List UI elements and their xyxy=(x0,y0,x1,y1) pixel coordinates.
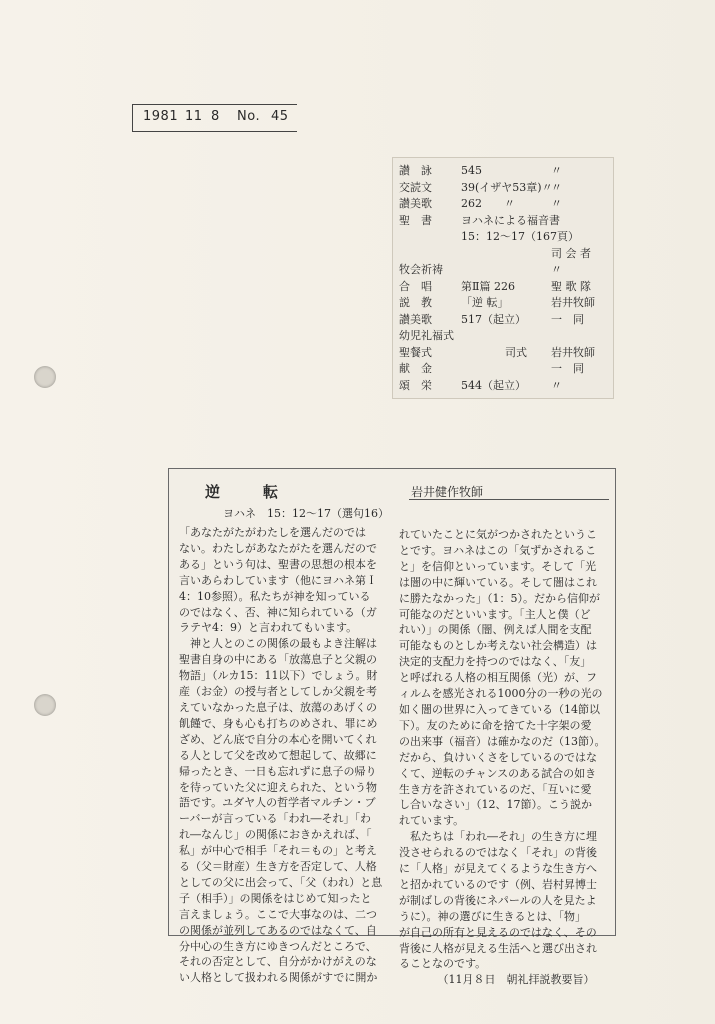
order-item: 司式 xyxy=(461,345,527,359)
order-label: 牧会祈祷 xyxy=(399,263,443,276)
order-label: 献 金 xyxy=(399,362,432,375)
article-line: 飢饉で、身も心も打ちのめされ、罪にめ xyxy=(179,716,378,730)
order-item: ヨハネによる福音書 xyxy=(461,213,560,227)
article-line: る（父＝財産）生き方を否定して、人格 xyxy=(179,860,377,874)
order-label: 幼児礼福式 xyxy=(399,329,454,342)
order-person: 〃 xyxy=(551,197,562,210)
article-line: 決定的支配力を持つのではなく、「友」 xyxy=(399,655,592,669)
article-line: の関係が並列してあるのではなくて、自 xyxy=(179,923,377,937)
article-line: 子（相手）」の関係をはじめて知ったと xyxy=(179,891,372,905)
article-line: と呼ばれる人格の相互関係（光）が、フ xyxy=(399,671,597,685)
order-item: 39(イザヤ53章)〃 xyxy=(461,180,553,194)
order-label: 交読文 xyxy=(399,180,432,194)
article-line: は闇の中に輝いている。そして闇はこれ xyxy=(399,575,597,589)
article-line: 没させられるのではなく「それ」の背後 xyxy=(399,846,597,860)
article-line: 聖書自身の中にある「放蕩息子と父親の xyxy=(179,653,377,667)
punch-hole-top xyxy=(34,366,56,388)
article-line: 産（お金）の授与者としてしか父親を考 xyxy=(179,685,377,699)
order-person: 〃 xyxy=(551,164,562,177)
order-label: 聖餐式 xyxy=(399,345,432,359)
article-line: れい）」の関係（闇、例えば人間を支配 xyxy=(399,623,592,637)
article-line: の出来事（福音）は確かなのだ（13節）。 xyxy=(399,734,606,748)
order-person: 一 同 xyxy=(551,312,584,326)
article-line: ある」という句は、聖書の思想の根本を xyxy=(179,557,377,571)
order-item: 517（起立） xyxy=(461,312,526,326)
order-item: 545 xyxy=(461,164,482,177)
header-day: 8 xyxy=(211,109,220,124)
article-line: る人として父を改めて想起して、故郷に xyxy=(179,748,377,762)
header-year: 1981 xyxy=(143,109,179,124)
order-person: 岩井牧師 xyxy=(551,345,595,359)
article-title: 逆 転 xyxy=(205,483,293,501)
article-line: し合いなさい」（12、17節）。こう説か xyxy=(399,798,592,812)
article-line: 語です。ユダヤ人の哲学者マルチン・ブ xyxy=(179,796,376,810)
order-label: 合 唱 xyxy=(399,279,432,293)
article-line: 如く闇の世界に入ってきている（14節以 xyxy=(399,702,600,716)
article-line: ざめ、どん底で自分の本心を開いてくれ xyxy=(179,732,377,746)
header-no-label: No. xyxy=(237,109,261,124)
article-line: 帰ったとき、一日も忘れずに息子の帰り xyxy=(179,764,377,778)
article-line: くて、逆転のチャンスのある試合の如き xyxy=(399,766,597,780)
article-line: い人格として扱われる関係がすでに開か xyxy=(179,971,378,985)
article-line: れ―なんじ」の関係におきかえれば、「 xyxy=(179,828,372,842)
sermon-article xyxy=(168,468,616,987)
article-line: れていたことに気がつかされたというこ xyxy=(399,528,597,541)
order-item: 262 〃 xyxy=(461,197,515,210)
article-line: （11月８日 朝礼拝説教要旨） xyxy=(399,973,595,987)
order-item: 「逆 転」 xyxy=(461,296,509,309)
article-line: 下）。友のために命を捨てた十字架の愛 xyxy=(399,718,592,732)
article-line: 物語」（ルカ15：11以下）でしょう。財 xyxy=(179,669,378,683)
bulletin-date-header xyxy=(132,104,297,132)
article-author: 岩井健作牧師 xyxy=(411,485,484,499)
article-line: 可能なのだといいます。「主人と僕（ど xyxy=(399,607,591,621)
order-label: 讃美歌 xyxy=(399,312,432,326)
article-line: えていなかった息子は、放蕩のあげくの xyxy=(179,700,377,714)
order-label: 讃美歌 xyxy=(399,197,432,210)
article-line: 私」が中心で相手「それ＝もの」と考え xyxy=(179,844,377,858)
article-line: れています。 xyxy=(399,814,465,828)
article-line: 言えましょう。ここで大事なのは、二つ xyxy=(179,907,377,921)
article-column-right xyxy=(399,527,607,988)
article-verse: ヨハネ 15：12〜17（選句16） xyxy=(223,507,389,520)
order-person: 一 同 xyxy=(551,362,584,375)
header-no-value: 45 xyxy=(271,109,289,124)
article-line: 背後に人格が見える生活へと選び出され xyxy=(399,941,597,955)
article-line: 私たちは「われ―それ」の生き方に埋 xyxy=(399,830,597,844)
order-person: 〃 xyxy=(551,180,562,194)
article-line: 4：10参照）。私たちが神を知っている xyxy=(179,589,371,603)
article-line: 「あなたがたがわたしを選んだのでは xyxy=(179,526,366,539)
article-line: ィルムを感光される1000分の一秒の光の xyxy=(399,687,603,701)
article-line: とです。ヨハネはこの「気ずかされるこ xyxy=(399,543,597,557)
article-line: 可能なものとしか考えない社会構造）は xyxy=(399,639,597,653)
article-line: ることなのです。 xyxy=(399,957,487,971)
punch-hole-bottom xyxy=(34,694,56,716)
article-line: としての父に出会って、「父（われ）と息 xyxy=(179,875,383,889)
article-line: 生き方を許されているのだ、「互いに愛 xyxy=(399,782,592,796)
order-person: 岩井牧師 xyxy=(551,296,595,309)
order-person: 〃 xyxy=(551,263,562,276)
article-line: うに）。神の選びに生きるとは、「物」 xyxy=(399,909,586,923)
article-line: に「人格」が見えてくるような生き方へ xyxy=(399,862,597,876)
header-month: 11 xyxy=(185,109,203,124)
article-column-left xyxy=(179,525,387,986)
article-line: だから、負けいくさをしているのではな xyxy=(399,750,597,764)
article-line: のではなく、否、神に知られている（ガ xyxy=(179,605,377,619)
article-line: それの否定として、自分がかけがえのな xyxy=(179,955,377,969)
order-item: 544（起立） xyxy=(461,378,526,392)
article-line: と招かれているのです（例、岩村昇博士 xyxy=(399,877,597,891)
order-item: 15：12〜17（167頁） xyxy=(461,230,579,243)
article-line: が制ばしの背後にネパールの人を見たよ xyxy=(399,893,597,907)
article-line: と」を信仰といっています。そして「光 xyxy=(399,559,597,573)
article-line: ーバーが言っている「われ―それ」「わ xyxy=(179,812,371,826)
author-underline xyxy=(409,499,609,500)
order-person: 司 会 者 xyxy=(551,246,591,260)
order-label: 頌 栄 xyxy=(399,378,432,392)
article-line: 神と人とのこの関係の最もよき注解は xyxy=(179,637,377,651)
order-label: 讃 詠 xyxy=(399,164,432,177)
order-label: 聖 書 xyxy=(399,213,432,227)
article-line: に勝たなかった」（1：5）。だから信仰が xyxy=(399,591,600,605)
order-label: 説 教 xyxy=(399,296,432,309)
order-person: 〃 xyxy=(551,378,562,392)
article-line: が自己の所有と見えるのではなく、その xyxy=(399,925,597,939)
article-line: 分中心の生き方にゆきつんだところで、 xyxy=(179,939,377,953)
article-line: ラテヤ4：9）と言われてもいます。 xyxy=(179,621,358,635)
article-line: 言いあらわしています（他にヨハネ第Ｉ xyxy=(179,573,377,587)
order-of-service xyxy=(392,157,614,399)
order-item: 第Ⅱ篇 226 xyxy=(461,279,515,293)
article-line: ない。わたしがあなたがたを選んだので xyxy=(179,541,377,555)
article-line: を待っていた父に迎えられた、という物 xyxy=(179,780,377,794)
order-person: 聖 歌 隊 xyxy=(551,279,591,293)
